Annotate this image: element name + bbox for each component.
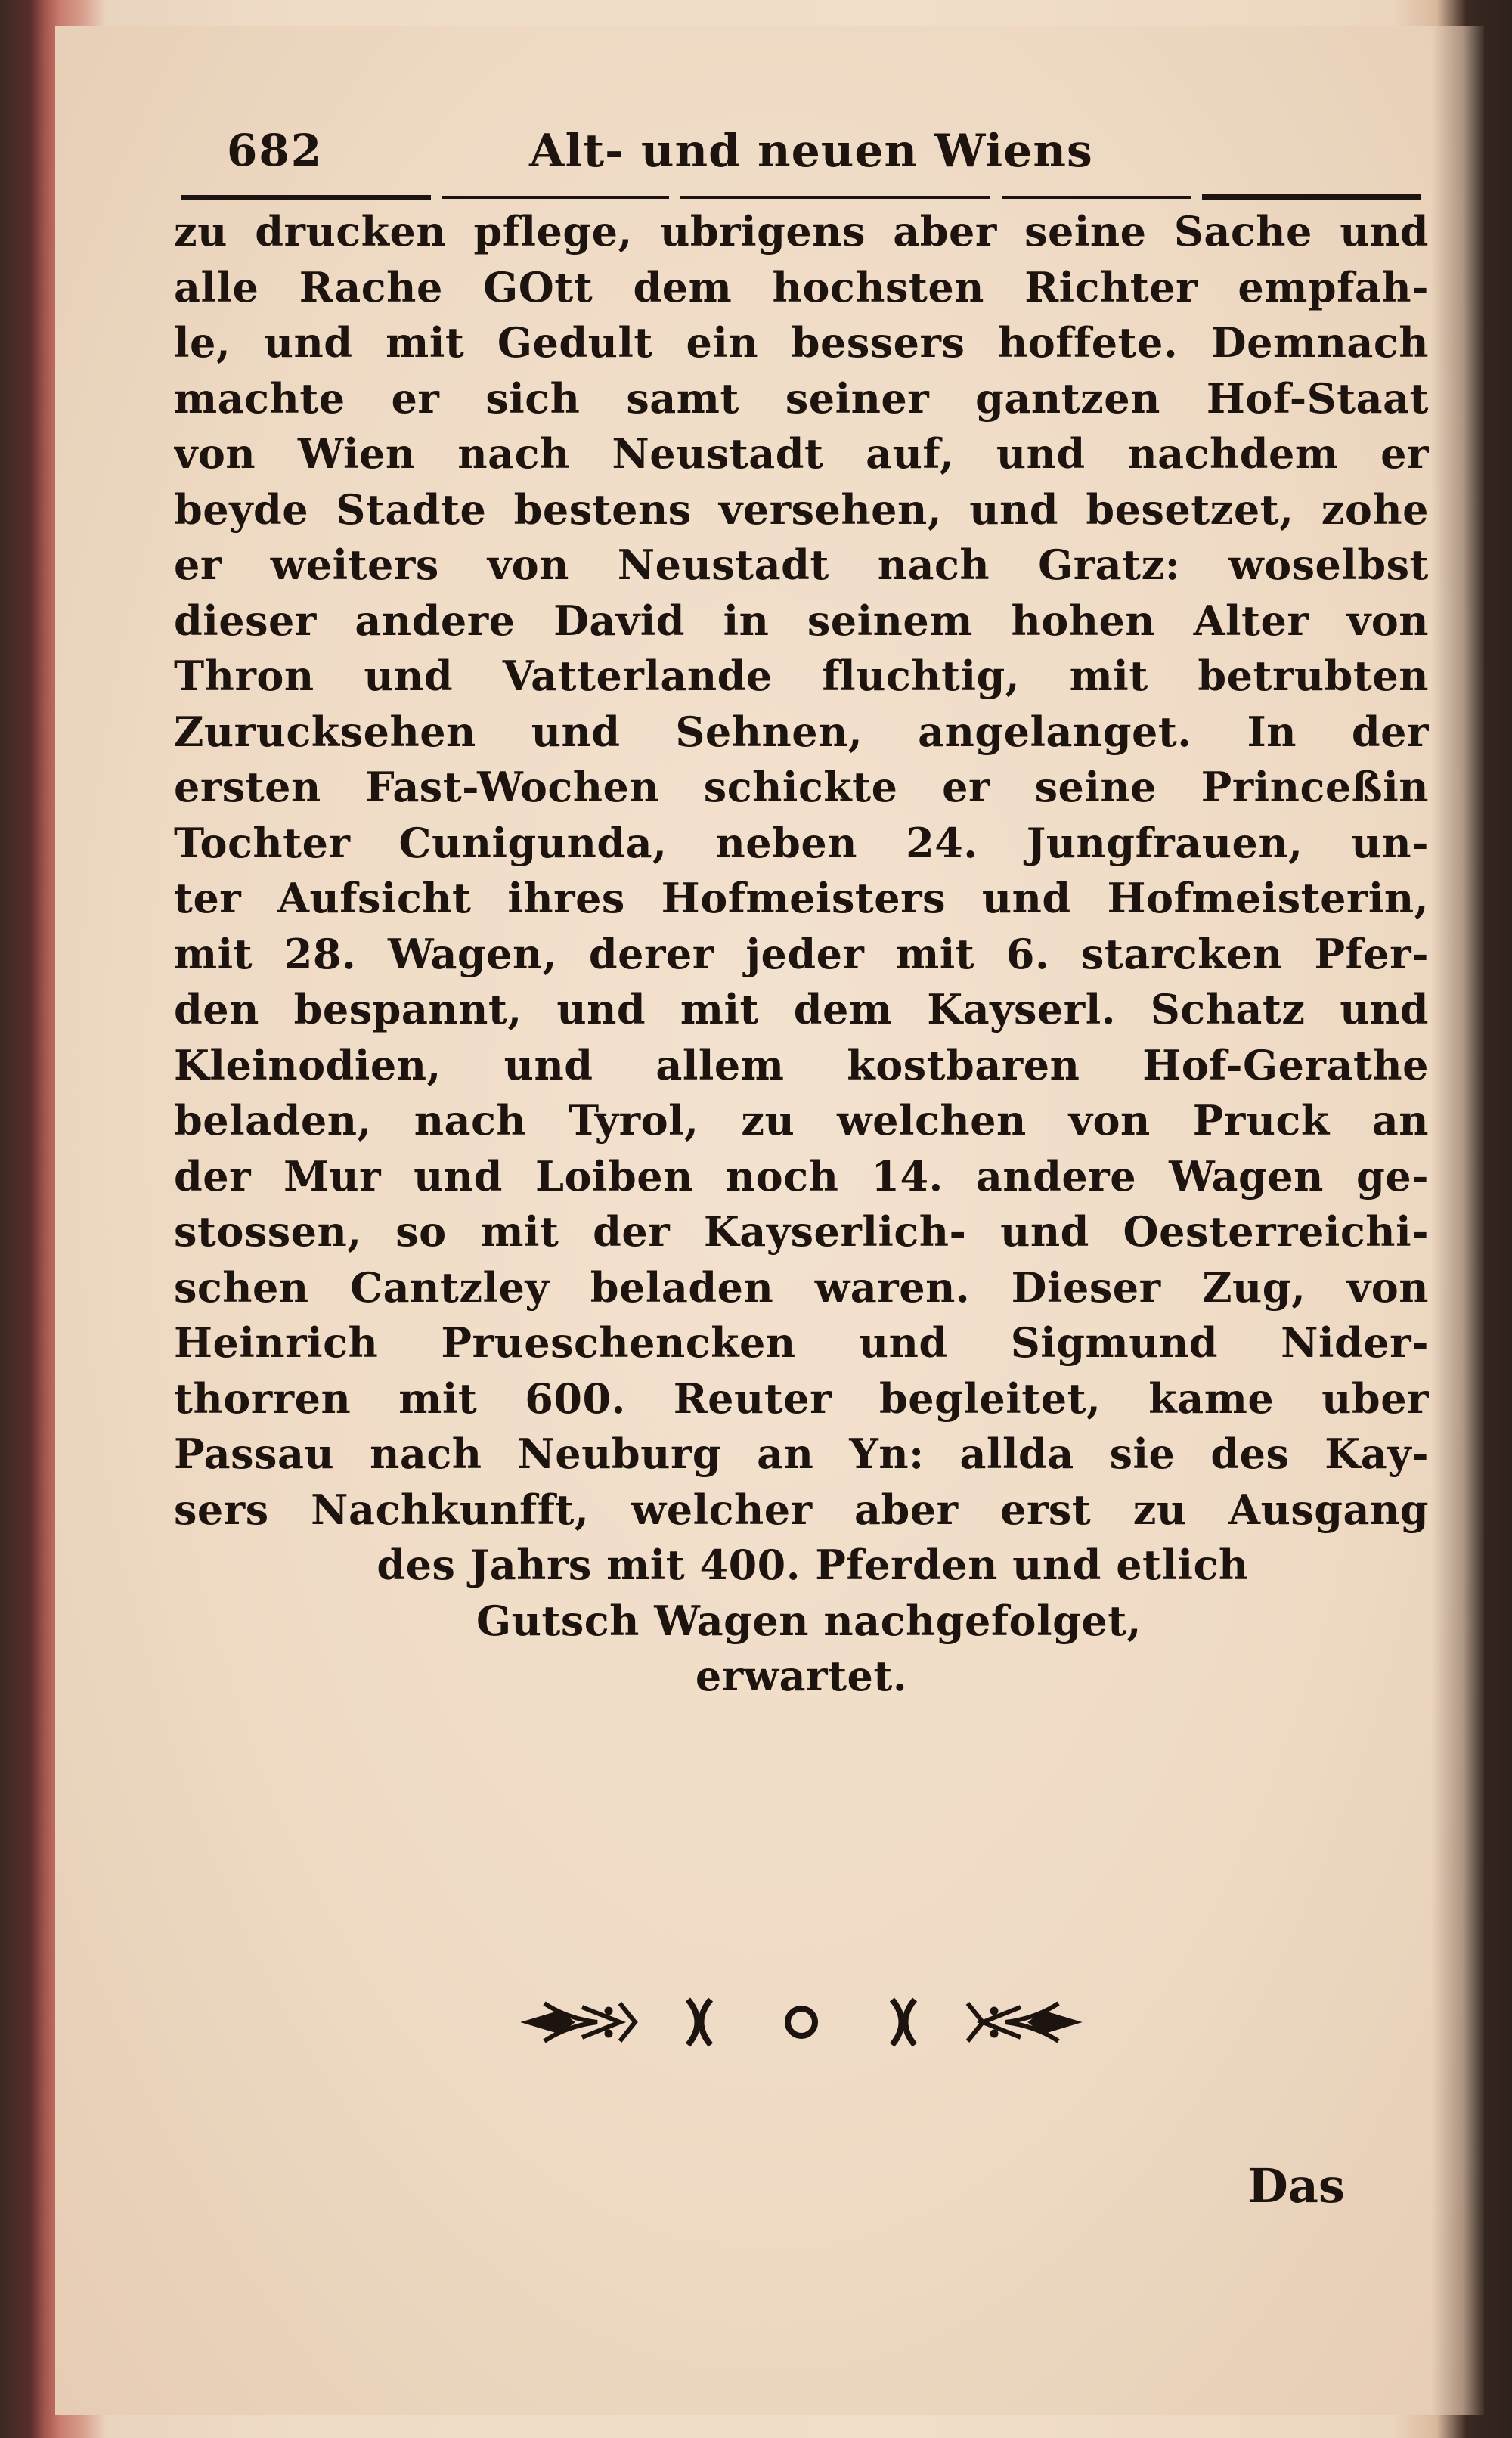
page-number: 682 bbox=[227, 125, 324, 176]
body-text bbox=[174, 204, 1429, 1705]
text-line: Passau nach Neuburg an Yn: allda sie des Kay- bbox=[174, 1430, 1429, 1478]
text-line: alle Rache GOtt dem hochsten Richter empfah- bbox=[174, 262, 1429, 311]
text-line: Tochter Cunigunda, neben 24. Jungfrauen, un- bbox=[174, 818, 1429, 867]
text-line: von Wien nach Neustadt auf, und nachdem er bbox=[174, 429, 1429, 478]
closing-line: des Jahrs mit 400. Pferden und etlich bbox=[376, 1541, 1249, 1589]
text-line: ter Aufsicht ihres Hofmeisters und Hofmeisterin, bbox=[174, 874, 1429, 922]
text-line: der Mur und Loiben noch 14. andere Wagen ge- bbox=[174, 1151, 1429, 1200]
text-line: Zurucksehen und Sehnen, angelanget. In der bbox=[174, 707, 1429, 756]
text-line: zu drucken pflege, ubrigens aber seine Sache und bbox=[174, 207, 1429, 256]
page-gutter-shadow bbox=[1431, 26, 1484, 2415]
text-line: Kleinodien, und allem kostbaren Hof-Gerathe bbox=[174, 1040, 1429, 1089]
text-line: Heinrich Prueschencken und Sigmund Nider- bbox=[174, 1318, 1429, 1367]
header-rule bbox=[181, 193, 1421, 202]
text-line: machte er sich samt seiner gantzen Hof-Staat bbox=[174, 373, 1429, 423]
text-line: schen Cantzley beladen waren. Dieser Zug, von bbox=[174, 1262, 1429, 1312]
text-line: sers Nachkunfft, welcher aber erst zu Ausgang bbox=[174, 1485, 1429, 1534]
text-line: stossen, so mit der Kayserlich- und Oesterreichi- bbox=[174, 1207, 1429, 1256]
text-line: beladen, nach Tyrol, zu welchen von Pruck an bbox=[174, 1096, 1429, 1145]
left-leaf-icon bbox=[522, 2003, 635, 2041]
right-bracket-icon bbox=[892, 2000, 915, 2045]
text-line: le, und mit Gedult ein bessers hoffete. Demnach bbox=[174, 318, 1429, 367]
text-line: dieser andere David in seinem hohen Alter von bbox=[174, 596, 1429, 645]
running-head bbox=[174, 125, 1421, 193]
text-line: Thron und Vatterlande fluchtig, mit betrubten bbox=[174, 652, 1429, 700]
text-line: er weiters von Neustadt nach Gratz: woselbst bbox=[174, 541, 1429, 589]
right-leaf-icon bbox=[968, 2003, 1081, 2041]
fleuron-ornament bbox=[514, 1981, 1089, 2064]
closing-line: Gutsch Wagen nachgefolget, bbox=[476, 1596, 1142, 1645]
running-title: Alt- und neuen Wiens bbox=[529, 125, 1093, 178]
text-line: mit 28. Wagen, derer jeder mit 6. starcken Pfer- bbox=[174, 929, 1429, 978]
text-line: ersten Fast-Wochen schickte er seine Princeßin bbox=[174, 763, 1429, 811]
text-line: beyde Stadte bestens versehen, und besetzet, zohe bbox=[174, 485, 1429, 534]
closing-line: erwartet. bbox=[695, 1652, 908, 1700]
text-line: den bespannt, und mit dem Kayserl. Schatz und bbox=[174, 985, 1429, 1033]
text-line: thorren mit 600. Reuter begleitet, kame uber bbox=[174, 1374, 1429, 1423]
left-bracket-icon bbox=[688, 2000, 711, 2045]
catchword: Das bbox=[1247, 2158, 1345, 2213]
center-circle-icon bbox=[788, 2009, 815, 2036]
